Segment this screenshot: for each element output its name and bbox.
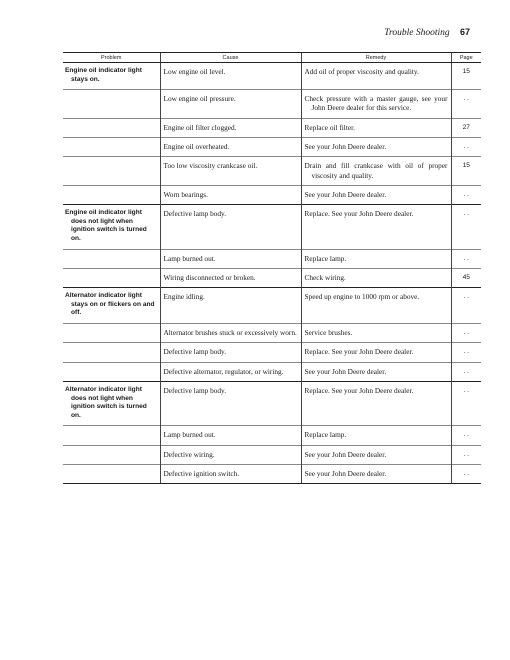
remedy-text: Replace lamp. bbox=[304, 253, 347, 263]
page-reference: . . bbox=[451, 249, 481, 268]
table-row bbox=[63, 63, 481, 90]
cause-cell bbox=[160, 268, 301, 287]
table-row bbox=[63, 157, 481, 186]
remedy-cell bbox=[301, 362, 451, 381]
section-title: Trouble Shooting bbox=[384, 28, 450, 38]
cause-cell bbox=[160, 205, 301, 249]
table-row bbox=[63, 362, 481, 381]
page-reference: . . bbox=[451, 426, 481, 445]
remedy-cell bbox=[301, 324, 451, 343]
remedy-cell bbox=[301, 464, 451, 483]
cause-cell bbox=[160, 90, 301, 119]
cause-text: Defective wiring. bbox=[163, 449, 215, 459]
remedy-text: See your John Deere dealer. bbox=[304, 142, 387, 152]
cause-cell bbox=[160, 63, 301, 90]
table-header-row bbox=[63, 53, 481, 63]
table-row bbox=[63, 205, 481, 249]
remedy-cell bbox=[301, 157, 451, 186]
remedy-text: See your John Deere dealer. bbox=[304, 468, 387, 478]
remedy-cell bbox=[301, 426, 451, 445]
remedy-cell bbox=[301, 118, 451, 137]
problem-cell bbox=[63, 381, 160, 425]
problem-cell bbox=[63, 63, 160, 90]
remedy-text: Replace oil filter. bbox=[304, 122, 355, 132]
table-body bbox=[63, 63, 481, 484]
page-reference: . . bbox=[451, 381, 481, 425]
cause-text: Defective lamp body. bbox=[163, 209, 227, 219]
cause-cell bbox=[160, 157, 301, 186]
page-reference: . . bbox=[451, 324, 481, 343]
page-number: 67 bbox=[459, 27, 470, 37]
problem-cell bbox=[63, 118, 160, 137]
remedy-cell bbox=[301, 288, 451, 324]
cause-text: Low engine oil level. bbox=[163, 67, 226, 76]
cause-cell bbox=[160, 288, 301, 324]
cause-text: Defective ignition switch. bbox=[163, 468, 240, 478]
problem-text: Engine oil indicator light does not light when ignition switch is turned on. bbox=[65, 209, 147, 243]
cause-cell bbox=[160, 362, 301, 381]
remedy-text: Replace. See your John Deere dealer. bbox=[304, 385, 414, 395]
remedy-text: Add oil of proper viscosity and quality. bbox=[304, 67, 419, 76]
page-reference: . . bbox=[451, 185, 481, 204]
remedy-text: Replace lamp. bbox=[304, 430, 347, 440]
cause-cell bbox=[160, 343, 301, 362]
remedy-text: See your John Deere dealer. bbox=[304, 189, 387, 199]
page-reference: . . bbox=[451, 343, 481, 362]
remedy-cell bbox=[301, 185, 451, 204]
running-head bbox=[384, 27, 470, 38]
remedy-text: See your John Deere dealer. bbox=[304, 449, 387, 459]
cause-cell bbox=[160, 118, 301, 137]
remedy-cell bbox=[301, 268, 451, 287]
remedy-text: Drain and fill crankcase with oil of proper viscosity and quality. bbox=[304, 161, 448, 180]
cause-cell bbox=[160, 445, 301, 464]
remedy-text: Check pressure with a master gauge, see your John Deere dealer for this service. bbox=[304, 94, 448, 113]
remedy-cell bbox=[301, 90, 451, 119]
problem-cell bbox=[63, 324, 160, 343]
problem-cell bbox=[63, 138, 160, 157]
cause-text: Engine idling. bbox=[163, 292, 205, 302]
table-row bbox=[63, 268, 481, 287]
remedy-cell bbox=[301, 343, 451, 362]
cause-text: Defective alternator, regulator, or wiring. bbox=[163, 366, 284, 376]
cause-text: Engine oil overheated. bbox=[163, 142, 230, 152]
page-reference: . . bbox=[451, 138, 481, 157]
table-row bbox=[63, 324, 481, 343]
cause-cell bbox=[160, 324, 301, 343]
cause-text: Engine oil filter clogged. bbox=[163, 122, 237, 132]
remedy-text: Speed up engine to 1000 rpm or above. bbox=[304, 292, 420, 302]
cause-text: Lamp burned out. bbox=[163, 253, 216, 263]
page-reference: . . bbox=[451, 205, 481, 249]
remedy-cell bbox=[301, 138, 451, 157]
problem-cell bbox=[63, 157, 160, 186]
remedy-text: See your John Deere dealer. bbox=[304, 366, 387, 376]
table-row bbox=[63, 445, 481, 464]
page-reference: . . bbox=[451, 90, 481, 119]
cause-cell bbox=[160, 426, 301, 445]
remedy-cell bbox=[301, 249, 451, 268]
page-reference: . . bbox=[451, 288, 481, 324]
table-row bbox=[63, 118, 481, 137]
problem-cell bbox=[63, 268, 160, 287]
page-reference: . . bbox=[451, 362, 481, 381]
column-header-cause: Cause bbox=[160, 53, 301, 63]
remedy-text: Check wiring. bbox=[304, 272, 346, 282]
problem-cell bbox=[63, 185, 160, 204]
column-header-problem: Problem bbox=[63, 53, 160, 63]
problem-text: Alternator indicator light does not light when ignition switch is turned on. bbox=[65, 385, 147, 419]
column-header-page: Page bbox=[451, 53, 481, 63]
table-row bbox=[63, 464, 481, 483]
table-row bbox=[63, 426, 481, 445]
page-reference: 15 bbox=[451, 157, 481, 186]
problem-cell bbox=[63, 362, 160, 381]
cause-text: Worn bearings. bbox=[163, 189, 208, 199]
table-row bbox=[63, 288, 481, 324]
page-reference: . . bbox=[451, 445, 481, 464]
cause-text: Defective lamp body. bbox=[163, 385, 227, 395]
page-reference: 45 bbox=[451, 268, 481, 287]
remedy-text: Replace. See your John Deere dealer. bbox=[304, 347, 414, 357]
trouble-shooting-table bbox=[63, 52, 481, 484]
cause-text: Too low viscosity crankcase oil. bbox=[163, 161, 258, 171]
cause-text: Defective lamp body. bbox=[163, 347, 227, 357]
remedy-cell bbox=[301, 445, 451, 464]
problem-cell bbox=[63, 445, 160, 464]
table-row bbox=[63, 343, 481, 362]
cause-cell bbox=[160, 185, 301, 204]
remedy-text: Replace. See your John Deere dealer. bbox=[304, 209, 414, 219]
remedy-cell bbox=[301, 205, 451, 249]
cause-cell bbox=[160, 381, 301, 425]
page-reference: 27 bbox=[451, 118, 481, 137]
problem-cell bbox=[63, 464, 160, 483]
cause-cell bbox=[160, 464, 301, 483]
table-row bbox=[63, 138, 481, 157]
cause-text: Lamp burned out. bbox=[163, 430, 216, 440]
problem-text: Alternator indicator light stays on or flickers on and off. bbox=[65, 292, 155, 317]
problem-cell bbox=[63, 288, 160, 324]
problem-cell bbox=[63, 426, 160, 445]
table-row bbox=[63, 381, 481, 425]
cause-cell bbox=[160, 138, 301, 157]
problem-text: Engine oil indicator light stays on. bbox=[65, 67, 142, 83]
problem-cell bbox=[63, 90, 160, 119]
page-reference: 15 bbox=[451, 63, 481, 90]
remedy-cell bbox=[301, 381, 451, 425]
page-reference: . . bbox=[451, 464, 481, 483]
column-header-remedy: Remedy bbox=[301, 53, 451, 63]
table-row bbox=[63, 185, 481, 204]
remedy-cell bbox=[301, 63, 451, 90]
cause-cell bbox=[160, 249, 301, 268]
table-row bbox=[63, 249, 481, 268]
problem-cell bbox=[63, 205, 160, 249]
cause-text: Low engine oil pressure. bbox=[163, 94, 236, 104]
problem-cell bbox=[63, 343, 160, 362]
table-row bbox=[63, 90, 481, 119]
problem-cell bbox=[63, 249, 160, 268]
remedy-text: Service brushes. bbox=[304, 328, 353, 338]
cause-text: Alternator brushes stuck or excessively worn. bbox=[163, 328, 297, 338]
cause-text: Wiring disconnected or broken. bbox=[163, 272, 256, 282]
